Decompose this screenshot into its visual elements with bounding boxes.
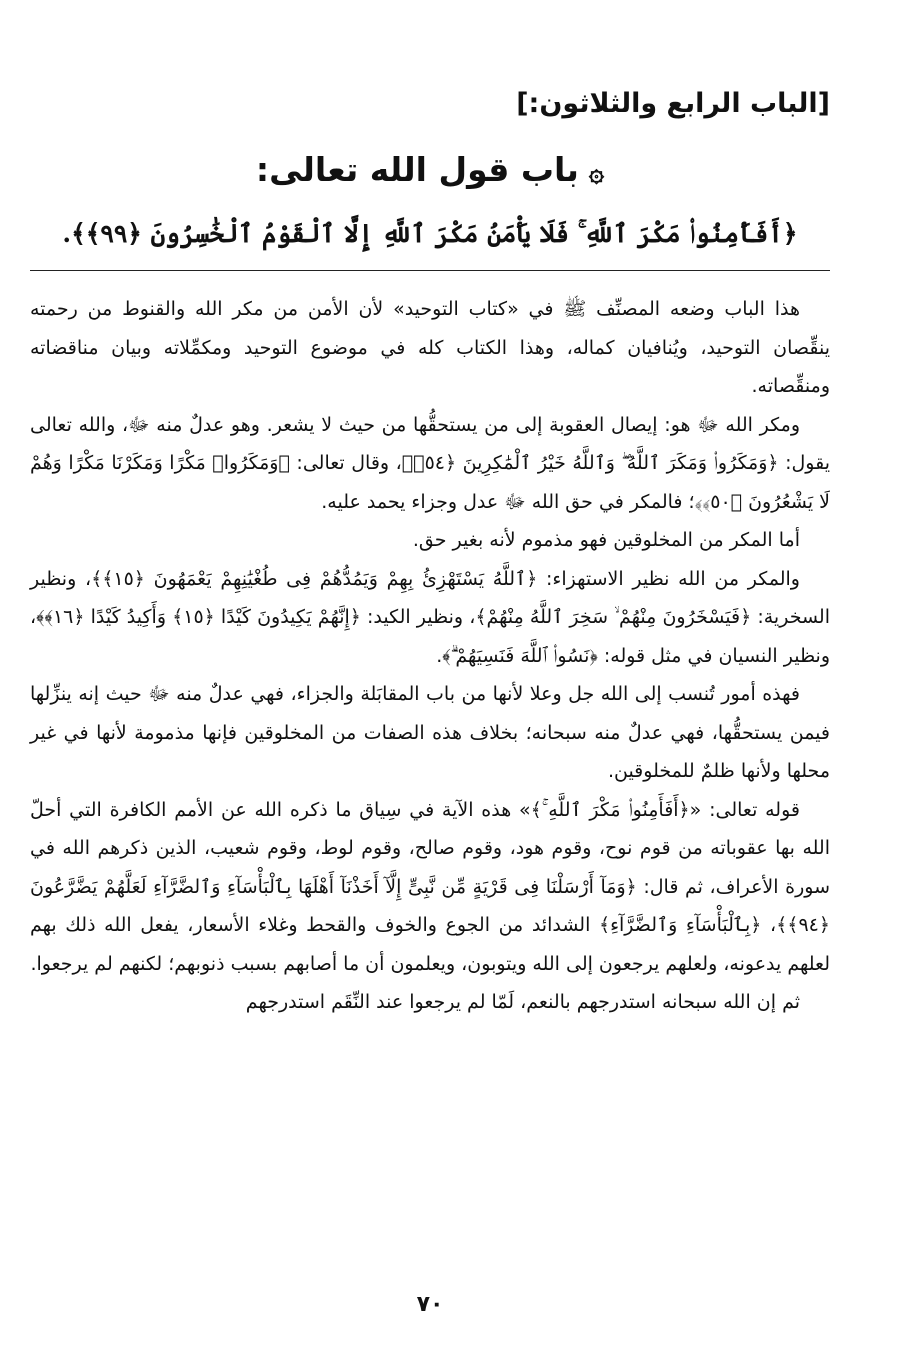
chapter-title	[30, 144, 830, 199]
body-text	[30, 290, 830, 1022]
paragraph: قوله تعالى: «﴿أَفَأَمِنُوا۟ مَكْرَ ٱللَّهِ ۚ﴾» هذه الآية في سِياق ما ذكره الله عن الأمم الكافرة التي أحلّ الله بها عقوباته من قوم نوح، وقوم هود، وقوم صالح، وقوم لوط، وقوم شعيب، الذين ذكرهم الله في سورة الأعراف، ثم قال: ﴿وَمَآ أَرْسَلْنَا فِى قَرْيَةٍ مِّن نَّبِىٍّ إِلَّآ أَخَذْنَآ أَهْلَهَا بِٱلْبَأْسَآءِ وَٱلضَّرَّآءِ لَعَلَّهُمْ يَضَّرَّعُونَ ﴿٩٤﴾﴾، ﴿بِٱلْبَأْسَآءِ وَٱلضَّرَّآءِ﴾ الشدائد من الجوع والخوف والقحط وغلاء الأسعار، يفعل الله ذلك بهم لعلهم يدعونه، ولعلهم يرجعون إلى الله ويتوبون، ويعلمون أن ما أصابهم بسبب ذنوبهم؛ لكنهم لم يرجعوا.	[30, 798, 830, 975]
paragraph: فهذه أمور تُنسب إلى الله جل وعلا لأنها من باب المقابَلة والجزاء، فهي عدلٌ منه ﷻ حيث إنه ينزِّلها فيمن يستحقُّها، فهي عدلٌ منه سبحانه؛ بخلاف هذه الصفات من المخلوقين فإنها مذمومة لأنها في غير محلها ولأنها ظلمٌ للمخلوقين.	[30, 683, 830, 782]
page-number: ٧٠	[416, 1292, 444, 1317]
divider-line	[30, 270, 830, 271]
quran-verse-heading: ﴿أَفَأَمِنُوا۟ مَكْرَ ٱللَّهِ ۚ فَلَا يَأْمَنُ مَكْرَ ٱللَّهِ إِلَّا ٱلْقَوْمُ ٱلْخَٰسِرُونَ ﴿٩٩﴾﴾.	[62, 219, 798, 248]
paragraph: والمكر من الله نظير الاستهزاء: ﴿ٱللَّهُ يَسْتَهْزِئُ بِهِمْ وَيَمُدُّهُمْ فِى طُغْيَٰنِهِمْ يَعْمَهُونَ ﴿١٥﴾﴾، ونظير السخرية: ﴿فَيَسْخَرُونَ مِنْهُمْ ۙ سَخِرَ ٱللَّهُ مِنْهُمْ﴾، ونظير الكيد: ﴿إِنَّهُمْ يَكِيدُونَ كَيْدًا ﴿١٥﴾ وَأَكِيدُ كَيْدًا ﴿١٦﴾﴾، ونظير النسيان في مثل قوله: ﴿نَسُوا۟ ٱللَّهَ فَنَسِيَهُمْ ۗ﴾.	[30, 567, 830, 667]
flower-ornament-icon: ۞	[588, 158, 605, 188]
chapter-title-text: باب قول الله تعالى:	[255, 150, 579, 189]
paragraph: هذا الباب وضعه المصنِّف ﷺ في «كتاب التوحيد» لأن الأمن من مكر الله والقنوط من رحمته ينقِّصان التوحيد، ويُنافيان كماله، وهذا الكتاب كله في موضوع التوحيد ومكمِّلاته وبيان مناقضاته ومنقِّصاته.	[30, 298, 830, 397]
paragraph: أما المكر من المخلوقين فهو مذموم لأنه بغير حق.	[412, 529, 800, 551]
document-page	[30, 0, 830, 1356]
chapter-label: [الباب الرابع والثلاثون:]	[516, 88, 830, 119]
paragraph: ومكر الله ﷻ هو: إيصال العقوبة إلى من يستحقُّها من حيث لا يشعر. وهو عدلٌ منه ﷻ، والله تعالى يقول: ﴿وَمَكَرُوا۟ وَمَكَرَ ٱللَّهُ ۖ وَٱللَّهُ خَيْرُ ٱلْمَٰكِرِينَ ﴿٥٤﴾﴾، وقال تعالى: ﴿وَمَكَرُوا۟ مَكْرًا وَمَكَرْنَا مَكْرًا وَهُمْ لَا يَشْعُرُونَ ﴿٥٠﴾﴾؛ فالمكر في حق الله ﷻ عدل وجزاء يحمد عليه.	[30, 413, 831, 513]
paragraph: ثم إن الله سبحانه استدرجهم بالنعم، لَمّا لم يرجعوا عند النِّقَم استدرجهم	[245, 991, 800, 1013]
